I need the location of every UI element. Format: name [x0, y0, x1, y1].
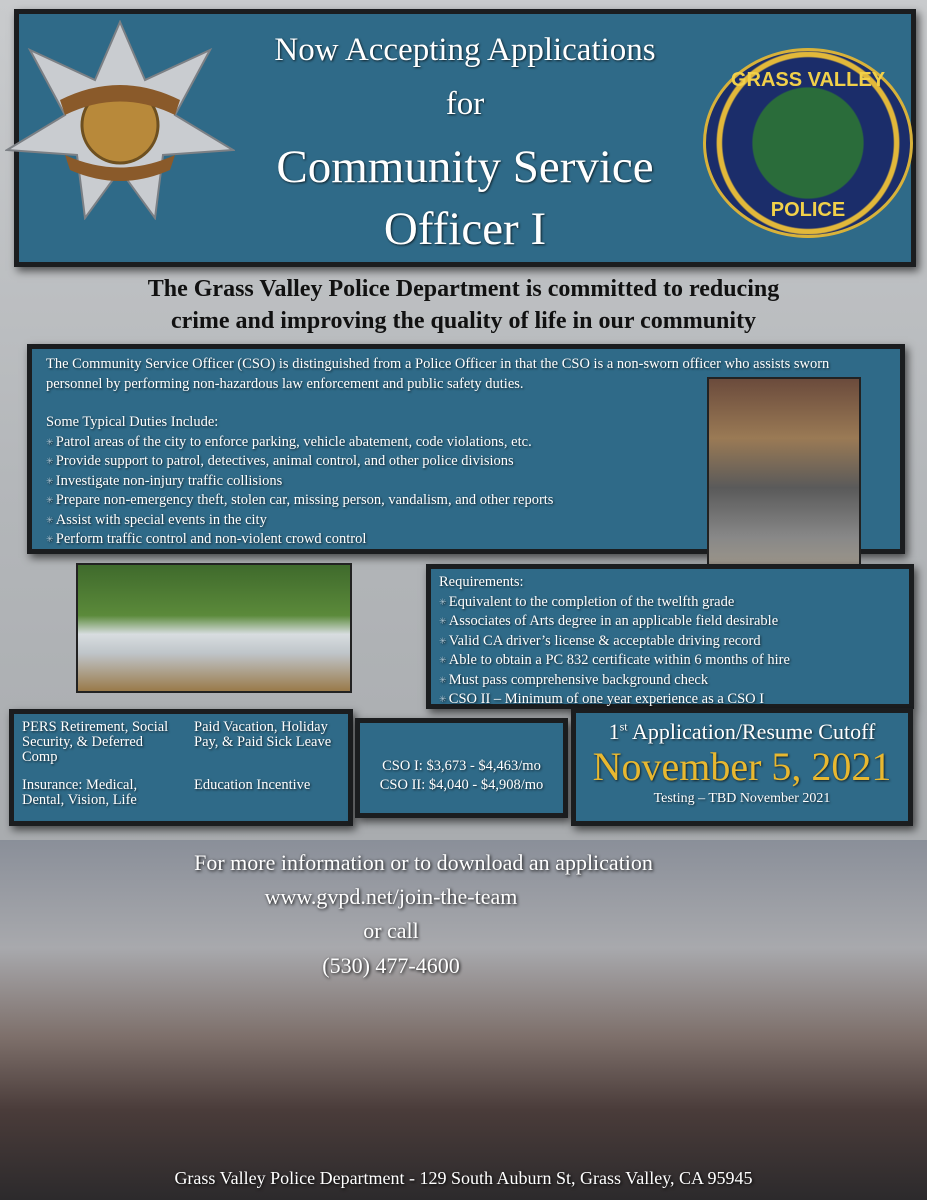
- benefit-retirement: PERS Retirement, Social Security, & Deferred Comp: [22, 719, 169, 765]
- salary-cso-1: CSO I: $3,673 - $4,463/mo: [382, 758, 541, 774]
- headline-line-2: crime and improving the quality of life in our community: [170, 308, 757, 334]
- requirement-item: ✳ Able to obtain a PC 832 certificate within 6 months of hire: [439, 651, 901, 671]
- title-line-1: Now Accepting Applications: [274, 32, 656, 68]
- duty-item: ✳ Patrol areas of the city to enforce parking, vehicle abatement, code violations, etc.: [46, 433, 886, 453]
- requirements-panel: [426, 564, 914, 709]
- requirement-item: ✳ CSO II – Minimum of one year experience as a CSO I: [439, 690, 901, 710]
- duty-item: ✳ Provide support to patrol, detectives, animal control, and other police divisions: [46, 452, 886, 472]
- cutoff-panel: [571, 708, 913, 826]
- duty-item: ✳ Perform traffic control and non-violent crowd control: [46, 530, 886, 550]
- officer-with-child-photo: [707, 377, 861, 579]
- requirement-item: ✳ Equivalent to the completion of the twelfth grade: [439, 593, 901, 613]
- title-line-4: Officer I: [383, 203, 547, 255]
- requirements-heading: Requirements:: [439, 574, 524, 590]
- requirement-item: ✳ Valid CA driver’s license & acceptable driving record: [439, 632, 901, 652]
- benefit-paid-leave: Paid Vacation, Holiday Pay, & Paid Sick Leave: [194, 719, 332, 750]
- title-line-3: Community Service: [276, 141, 654, 193]
- headline-line-1: The Grass Valley Police Department is committed to reducing: [147, 276, 780, 302]
- footer-address: Grass Valley Police Department - 129 South Auburn St, Grass Valley, CA 95945: [174, 1168, 753, 1188]
- requirement-item: ✳ Must pass comprehensive background check: [439, 671, 901, 691]
- cutoff-date: November 5, 2021: [592, 744, 892, 789]
- salary-panel: [355, 718, 568, 818]
- benefit-education: Education Incentive: [194, 777, 311, 793]
- benefits-panel: [9, 709, 353, 826]
- contact-url-link[interactable]: www.gvpd.net/join-the-team: [264, 884, 518, 909]
- title-line-2: for: [445, 86, 485, 122]
- police-truck-photo: [76, 563, 352, 693]
- testing-date: Testing – TBD November 2021: [653, 791, 831, 806]
- duty-item: ✳ Prepare non-emergency theft, stolen car, missing person, vandalism, and other reports: [46, 491, 886, 511]
- salary-cso-2: CSO II: $4,040 - $4,908/mo: [379, 777, 544, 793]
- requirement-item: ✳ Associates of Arts degree in an applicable field desirable: [439, 612, 901, 632]
- police-star-badge-icon: [5, 20, 235, 220]
- contact-info-line: For more information or to download an application: [194, 850, 653, 875]
- description-intro: The Community Service Officer (CSO) is distinguished from a Police Officer in that the CSO is a non-sworn officer who assists sworn personnel by performing non-hazardous law enforcement and public safety duties.: [46, 356, 830, 392]
- downtown-street-photo: [0, 840, 927, 1200]
- contact-or-call: or call: [363, 918, 419, 943]
- cutoff-label: 1st Application/Resume Cutoff: [608, 719, 876, 744]
- contact-phone: (530) 477-4600: [322, 953, 460, 978]
- duty-item: ✳ Investigate non-injury traffic collisions: [46, 472, 886, 492]
- duties-heading: Some Typical Duties Include:: [46, 414, 219, 430]
- police-patch-logo: [703, 48, 913, 238]
- duty-item: ✳ Assist with special events in the city: [46, 511, 886, 531]
- patch-text-bottom: POLICE: [770, 199, 846, 221]
- benefit-insurance: Insurance: Medical, Dental, Vision, Life: [22, 777, 138, 808]
- patch-text-top: GRASS VALLEY: [730, 69, 886, 91]
